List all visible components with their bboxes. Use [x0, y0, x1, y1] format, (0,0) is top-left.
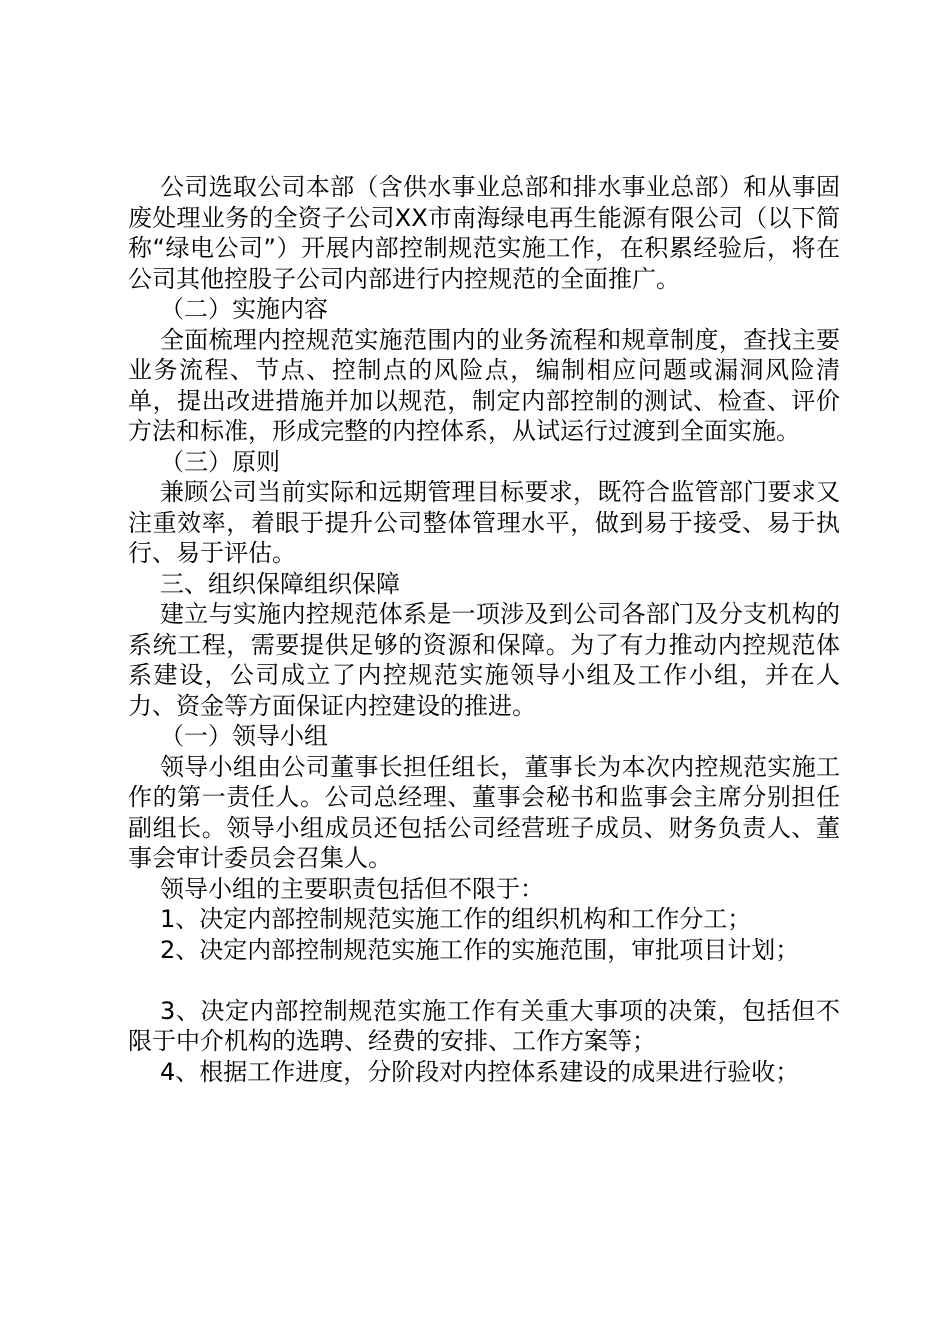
paragraph-organizational-support: 建立与实施内控规范体系是一项涉及到公司各部门及分支机构的系统工程，需要提供足够的资源和保障。为了有力推动内控规范体系建设，公司成立了内控规范实施领导小组及工作小组，并在人力、资金等方面保证内控建设的推进。: [128, 600, 840, 720]
list-item-responsibility-3: 3、决定内部控制规范实施工作有关重大事项的决策，包括但不限于中介机构的选聘、经费的安排、工作方案等；: [128, 996, 840, 1055]
list-item-responsibility-4: 4、根据工作进度，分阶段对内控体系建设的成果进行验收；: [160, 1057, 800, 1086]
heading-implementation-content: （二）实施内容: [160, 295, 328, 323]
heading-leadership-group: （一）领导小组: [160, 722, 328, 750]
paragraph-implementation-content: 全面梳理内控规范实施范围内的业务流程和规章制度，查找主要业务流程、节点、控制点的风险点，编制相应问题或漏洞风险清单，提出改进措施并加以规范，制定内部控制的测试、检查、评价方法和标准，形成完整的内控体系，从试运行过渡到全面实施。: [128, 325, 840, 445]
list-item-responsibility-2: 2、决定内部控制规范实施工作的实施范围，审批项目计划；: [160, 935, 800, 964]
heading-principles: （三）原则: [160, 447, 280, 476]
paragraph-principles: 兼顾公司当前实际和远期管理目标要求，既符合监管部门要求又注重效率，着眼于提升公司整体管理水平，做到易于接受、易于执行、易于评估。: [128, 478, 840, 567]
document-body: [128, 172, 840, 1087]
heading-organizational-support: 三、组织保障组织保障: [160, 569, 400, 598]
paragraph-leadership-group: 领导小组由公司董事长担任组长，董事长为本次内控规范实施工作的第一责任人。公司总经理、董事会秘书和监事会主席分别担任副组长。领导小组成员还包括公司经营班子成员、财务负责人、董事会审计委员会召集人。: [128, 752, 840, 872]
paragraph-scope: 公司选取公司本部（含供水事业总部和排水事业总部）和从事固废处理业务的全资子公司XX市南海绿电再生能源有限公司（以下简称“绿电公司”）开展内部控制规范实施工作，在积累经验后，将在公司其他控股子公司内部进行内控规范的全面推广。: [128, 173, 840, 293]
blank-line: [128, 965, 840, 996]
paragraph-responsibilities-intro: 领导小组的主要职责包括但不限于：: [160, 874, 544, 903]
list-item-responsibility-1: 1、决定内部控制规范实施工作的组织机构和工作分工；: [160, 905, 752, 933]
